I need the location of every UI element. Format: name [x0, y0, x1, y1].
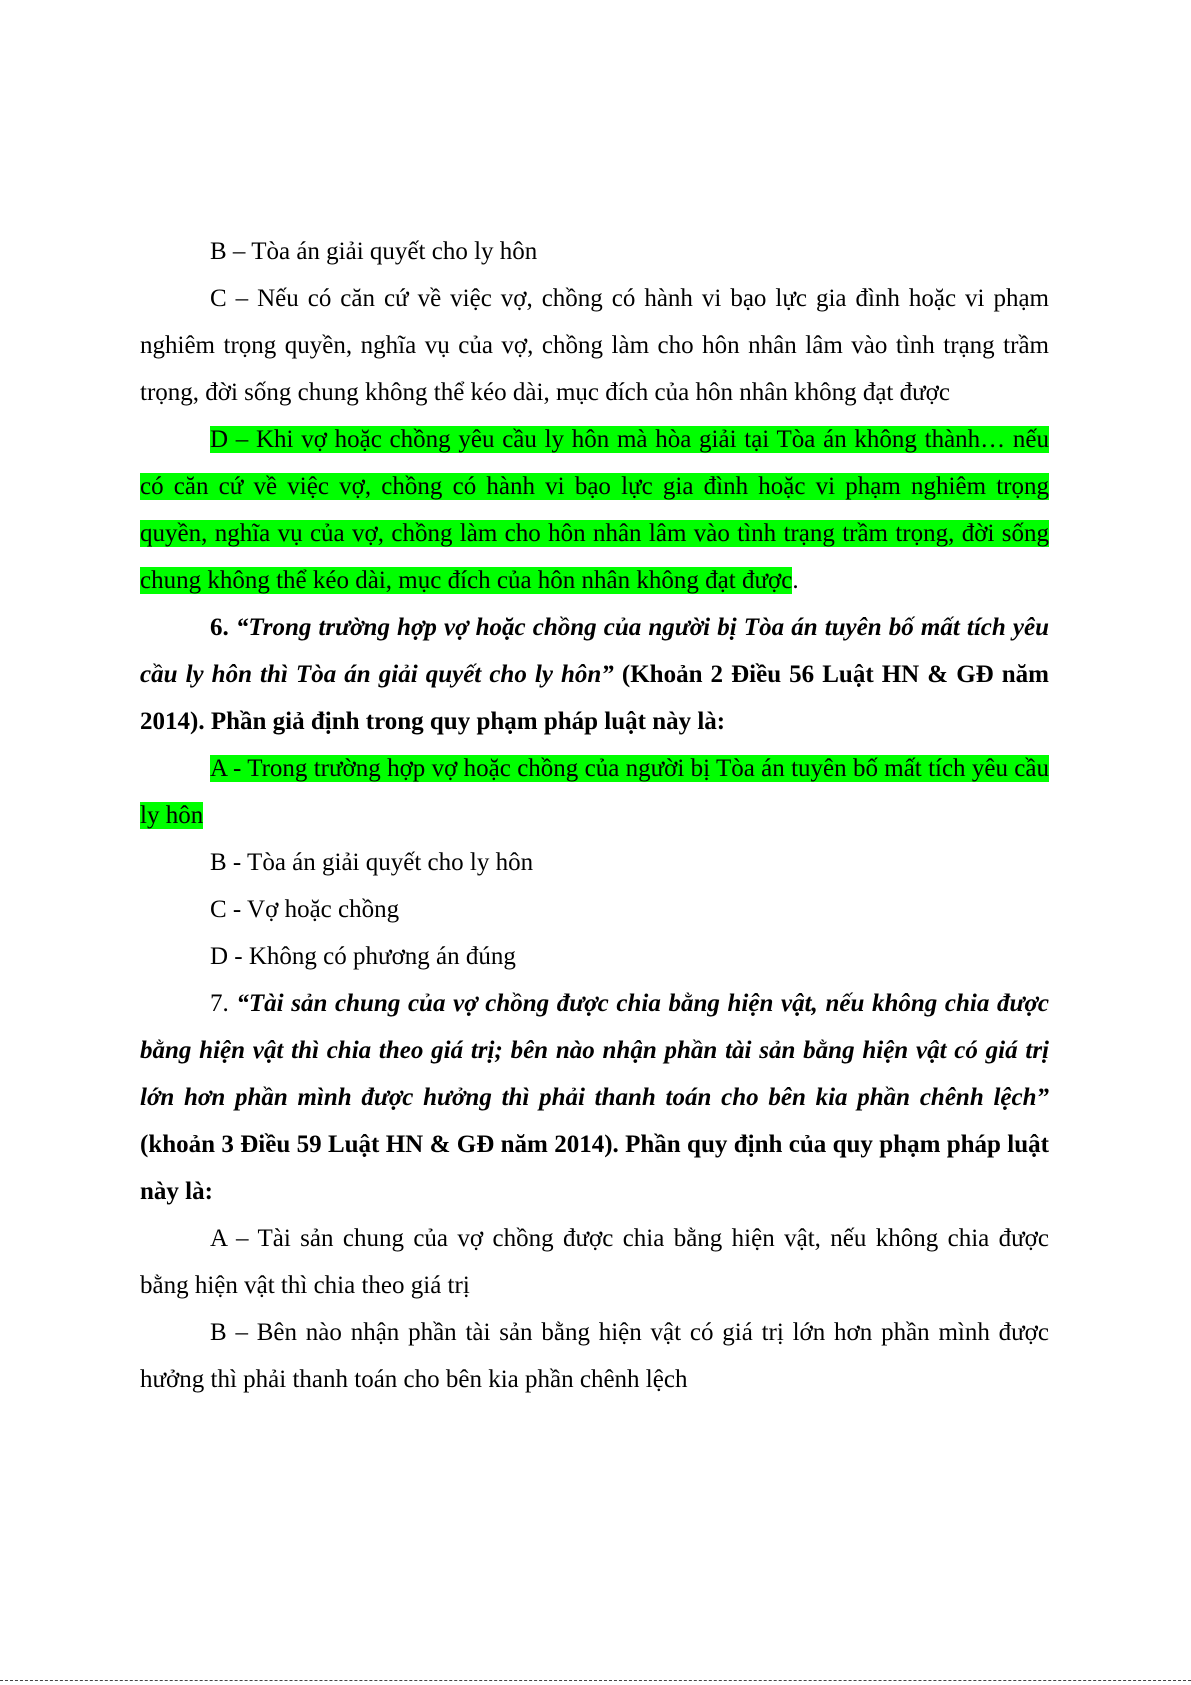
q5-option-d: [140, 416, 1049, 604]
answer-highlight: A - Trong trường hợp vợ hoặc chồng của người bị Tòa án tuyên bố mất tích yêu cầu ly hôn: [140, 755, 1049, 829]
q6-option-c: C - Vợ hoặc chồng: [210, 896, 400, 923]
q6-source-question: (Khoản 2 Điều 56 Luật HN & GĐ năm 2014). Phần giả định trong quy phạm pháp luật này là:: [140, 661, 1049, 735]
q7-option-b: B – Bên nào nhận phần tài sản bằng hiện vật có giá trị lớn hơn phần mình được hưởng thì phải thanh toán cho bên kia phần chênh lệch: [140, 1319, 1049, 1393]
q6-number: 6.: [210, 614, 229, 641]
answer-highlight: D – Khi vợ hoặc chồng yêu cầu ly hôn mà hòa giải tại Tòa án không thành… nếu có căn cứ về việc vợ, chồng có hành vi bạo lực gia đình hoặc vi phạm nghiêm trọng quyền, nghĩa vụ của vợ, chồng làm cho hôn nhân lâm vào tình trạng trầm trọng, đời sống chung không thể kéo dài, mục đích của hôn nhân không đạt được: [140, 426, 1049, 594]
footer-divider: [0, 1680, 1191, 1681]
q6-option-b: B - Tòa án giải quyết cho ly hôn: [210, 849, 534, 876]
q6-question: [140, 604, 1049, 745]
document-page: [140, 228, 1049, 1403]
q7-option-a: A – Tài sản chung của vợ chồng được chia bằng hiện vật, nếu không chia được bằng hiện vật thì chia theo giá trị: [140, 1225, 1049, 1299]
q7-quote: “Tài sản chung của vợ chồng được chia bằng hiện vật, nếu không chia được bằng hiện vật thì chia theo giá trị; bên nào nhận phần tài sản bằng hiện vật có giá trị lớn hơn phần mình được hưởng thì phải thanh toán cho bên kia phần chênh lệch”: [140, 990, 1050, 1111]
q6-option-d: D - Không có phương án đúng: [210, 943, 516, 970]
q7-number: 7.: [210, 990, 229, 1017]
q5-option-d-period: .: [792, 567, 799, 594]
q7-question: [140, 980, 1049, 1215]
q5-option-b: B – Tòa án giải quyết cho ly hôn: [210, 238, 538, 265]
q6-quote: “Trong trường hợp vợ hoặc chồng của người bị Tòa án tuyên bố mất tích yêu cầu ly hôn thì Tòa án giải quyết cho ly hôn”: [140, 614, 1050, 688]
q6-option-a: [140, 745, 1049, 839]
q7-source-question: (khoản 3 Điều 59 Luật HN & GĐ năm 2014). Phần quy định của quy phạm pháp luật này là:: [140, 1131, 1049, 1205]
q5-option-c: C – Nếu có căn cứ về việc vợ, chồng có hành vi bạo lực gia đình hoặc vi phạm nghiêm trọng quyền, nghĩa vụ của vợ, chồng làm cho hôn nhân lâm vào tình trạng trầm trọng, đời sống chung không thể kéo dài, mục đích của hôn nhân không đạt được: [140, 285, 1049, 406]
